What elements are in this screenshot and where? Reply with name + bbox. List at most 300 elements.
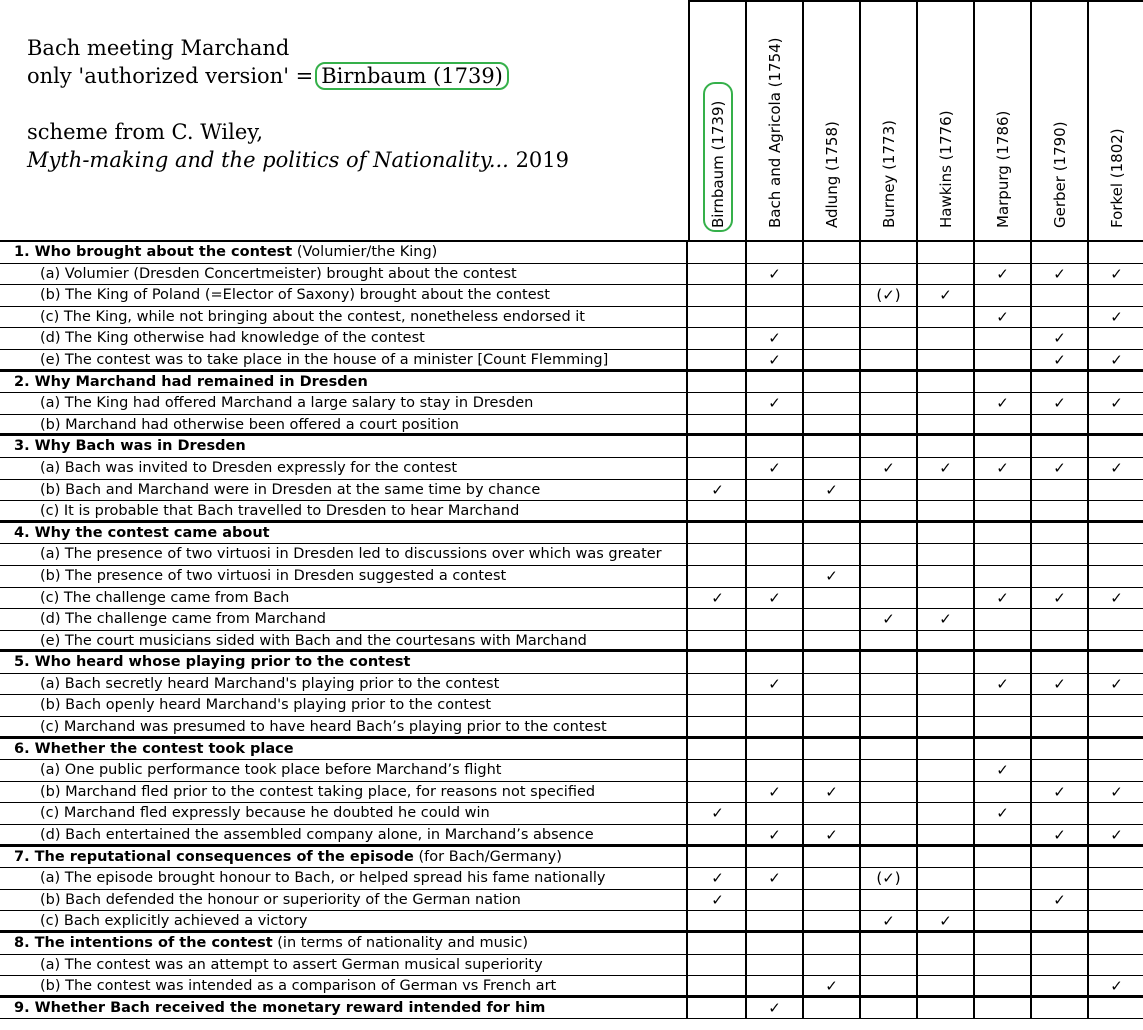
row-label: (b) Marchand fled prior to the contest taking place, for reasons not specified	[0, 782, 688, 803]
row-label: (a) The contest was an attempt to assert German musical superiority	[0, 955, 688, 976]
empty-cell	[747, 631, 804, 650]
empty-cell	[1089, 436, 1143, 457]
empty-cell	[747, 307, 804, 328]
empty-cell	[918, 803, 975, 824]
empty-cell	[918, 480, 975, 501]
section-heading	[0, 372, 688, 393]
empty-cell	[804, 717, 861, 736]
column-header-label: Burney (1773)	[879, 120, 898, 228]
empty-cell	[747, 372, 804, 393]
table-row	[0, 458, 1143, 480]
empty-cell	[747, 480, 804, 501]
section-heading	[0, 436, 688, 457]
empty-cell	[918, 588, 975, 609]
empty-cell	[804, 674, 861, 695]
check-mark-cell: ✓	[1089, 458, 1143, 479]
empty-cell	[690, 523, 747, 544]
empty-cell	[918, 674, 975, 695]
empty-cell	[1089, 847, 1143, 868]
check-mark-cell: ✓	[1032, 782, 1089, 803]
empty-cell	[861, 803, 918, 824]
empty-cell	[1032, 501, 1089, 520]
check-mark-cell: ✓	[975, 458, 1032, 479]
empty-cell	[747, 847, 804, 868]
empty-cell	[1032, 955, 1089, 976]
section-heading-row	[0, 372, 1143, 394]
empty-cell	[975, 976, 1032, 995]
empty-cell	[747, 695, 804, 716]
empty-cell	[861, 933, 918, 954]
section-title: 4. Why the contest came about	[14, 524, 270, 541]
empty-cell	[975, 739, 1032, 760]
section-title: 5. Who heard whose playing prior to the contest	[14, 654, 411, 671]
empty-cell	[918, 523, 975, 544]
empty-cell	[975, 242, 1032, 263]
check-mark-cell: ✓	[1032, 264, 1089, 285]
section-heading-row	[0, 933, 1143, 955]
empty-cell	[918, 307, 975, 328]
empty-cell	[804, 739, 861, 760]
empty-cell	[1089, 242, 1143, 263]
row-label: (d) Bach entertained the assembled company alone, in Marchand’s absence	[0, 825, 688, 844]
empty-cell	[975, 695, 1032, 716]
empty-cell	[861, 890, 918, 911]
row-label: (e) The contest was to take place in the house of a minister [Count Flemming]	[0, 350, 688, 369]
check-mark-cell: ✓	[747, 588, 804, 609]
empty-cell	[1032, 717, 1089, 736]
check-mark-cell: ✓	[861, 609, 918, 630]
empty-cell	[804, 264, 861, 285]
empty-cell	[1089, 501, 1143, 520]
row-label: (c) Marchand was presumed to have heard Bach’s playing prior to the contest	[0, 717, 688, 736]
empty-cell	[975, 652, 1032, 673]
check-mark-cell: ✓	[918, 285, 975, 306]
empty-cell	[975, 890, 1032, 911]
column-header	[1030, 2, 1087, 242]
empty-cell	[918, 544, 975, 565]
empty-cell	[804, 652, 861, 673]
empty-cell	[861, 955, 918, 976]
section-note: (in terms of nationality and music)	[272, 935, 529, 951]
table-row	[0, 415, 1143, 437]
empty-cell	[804, 372, 861, 393]
check-mark-cell: ✓	[975, 674, 1032, 695]
empty-cell	[804, 609, 861, 630]
empty-cell	[861, 847, 918, 868]
section-heading-row	[0, 998, 1143, 1020]
empty-cell	[1032, 523, 1089, 544]
column-header-label: Marpurg (1786)	[993, 110, 1012, 228]
table-row	[0, 825, 1143, 847]
empty-cell	[1032, 544, 1089, 565]
empty-cell	[1032, 436, 1089, 457]
check-mark-cell: ✓	[804, 825, 861, 844]
empty-cell	[747, 739, 804, 760]
section-heading-row	[0, 652, 1143, 674]
check-mark-cell: ✓	[1089, 782, 1143, 803]
empty-cell	[690, 328, 747, 349]
row-label: (c) The King, while not bringing about the contest, nonetheless endorsed it	[0, 307, 688, 328]
check-mark-cell: ✓	[1032, 588, 1089, 609]
empty-cell	[747, 609, 804, 630]
check-mark-cell: ✓	[1032, 350, 1089, 369]
empty-cell	[975, 436, 1032, 457]
table-row	[0, 264, 1143, 286]
row-label: (a) The King had offered Marchand a large salary to stay in Dresden	[0, 393, 688, 414]
empty-cell	[690, 436, 747, 457]
row-label: (c) It is probable that Bach travelled to Dresden to hear Marchand	[0, 501, 688, 520]
check-mark-cell: ✓	[1089, 307, 1143, 328]
empty-cell	[975, 350, 1032, 369]
column-header-label: Adlung (1758)	[822, 121, 841, 228]
empty-cell	[918, 566, 975, 587]
empty-cell	[861, 998, 918, 1019]
empty-cell	[975, 717, 1032, 736]
empty-cell	[1032, 739, 1089, 760]
empty-cell	[918, 847, 975, 868]
empty-cell	[804, 933, 861, 954]
table-row	[0, 890, 1143, 912]
check-mark-cell: ✓	[975, 760, 1032, 781]
header-authorized-line	[27, 62, 569, 90]
empty-cell	[1089, 868, 1143, 889]
empty-cell	[861, 523, 918, 544]
empty-cell	[861, 544, 918, 565]
empty-cell	[861, 242, 918, 263]
empty-cell	[918, 350, 975, 369]
empty-cell	[690, 739, 747, 760]
column-header	[745, 2, 802, 242]
empty-cell	[975, 415, 1032, 434]
section-heading	[0, 523, 688, 544]
empty-cell	[690, 674, 747, 695]
row-label: (a) Bach secretly heard Marchand's playing prior to the contest	[0, 674, 688, 695]
empty-cell	[1032, 285, 1089, 306]
empty-cell	[1032, 415, 1089, 434]
empty-cell	[804, 415, 861, 434]
empty-cell	[975, 285, 1032, 306]
row-label: (a) Bach was invited to Dresden expressly for the contest	[0, 458, 688, 479]
empty-cell	[690, 911, 747, 930]
empty-cell	[804, 307, 861, 328]
empty-cell	[1089, 739, 1143, 760]
row-label: (a) Volumier (Dresden Concertmeister) brought about the contest	[0, 264, 688, 285]
check-mark-cell: ✓	[747, 458, 804, 479]
empty-cell	[747, 890, 804, 911]
check-mark-cell: ✓	[861, 458, 918, 479]
column-header	[1087, 2, 1143, 242]
empty-cell	[690, 717, 747, 736]
empty-cell	[690, 955, 747, 976]
check-mark-cell: ✓	[747, 393, 804, 414]
empty-cell	[975, 998, 1032, 1019]
empty-cell	[861, 307, 918, 328]
empty-cell	[804, 955, 861, 976]
empty-cell	[690, 415, 747, 434]
empty-cell	[1032, 242, 1089, 263]
empty-cell	[918, 393, 975, 414]
section-heading	[0, 998, 688, 1019]
empty-cell	[975, 825, 1032, 844]
row-label: (b) Marchand had otherwise been offered a court position	[0, 415, 688, 434]
empty-cell	[747, 933, 804, 954]
empty-cell	[975, 955, 1032, 976]
empty-cell	[861, 652, 918, 673]
section-title: 6. Whether the contest took place	[14, 740, 294, 757]
empty-cell	[1089, 523, 1143, 544]
empty-cell	[975, 480, 1032, 501]
empty-cell	[861, 436, 918, 457]
empty-cell	[747, 415, 804, 434]
table-row	[0, 544, 1143, 566]
empty-cell	[690, 544, 747, 565]
section-note: (for Bach/Germany)	[413, 848, 562, 865]
empty-cell	[918, 998, 975, 1019]
empty-cell	[861, 760, 918, 781]
header-title: Bach meeting Marchand	[27, 36, 290, 60]
section-heading-row	[0, 436, 1143, 458]
check-mark-cell: ✓	[804, 782, 861, 803]
check-mark-cell: ✓	[747, 825, 804, 844]
table-row	[0, 631, 1143, 653]
row-label: (d) The King otherwise had knowledge of the contest	[0, 328, 688, 349]
empty-cell	[804, 544, 861, 565]
table-row	[0, 566, 1143, 588]
check-mark-cell: ✓	[1032, 393, 1089, 414]
empty-cell	[975, 933, 1032, 954]
check-mark-cell: ✓	[804, 976, 861, 995]
check-mark-cell: ✓	[747, 782, 804, 803]
empty-cell	[1089, 328, 1143, 349]
table-row	[0, 717, 1143, 739]
section-heading	[0, 739, 688, 760]
empty-cell	[804, 350, 861, 369]
empty-cell	[1032, 868, 1089, 889]
check-mark-cell: ✓	[975, 588, 1032, 609]
empty-cell	[804, 695, 861, 716]
empty-cell	[918, 782, 975, 803]
comparison-table	[0, 240, 1143, 1019]
empty-cell	[747, 501, 804, 520]
empty-cell	[747, 976, 804, 995]
empty-cell	[1089, 933, 1143, 954]
authorized-highlight: Birnbaum (1739)	[315, 62, 509, 90]
check-mark-cell: ✓	[690, 480, 747, 501]
table-row	[0, 695, 1143, 717]
empty-cell	[918, 631, 975, 650]
section-heading-row	[0, 523, 1143, 545]
birnbaum-highlight-box	[703, 82, 733, 232]
empty-cell	[690, 825, 747, 844]
table-row	[0, 328, 1143, 350]
check-mark-cell: ✓	[1089, 393, 1143, 414]
empty-cell	[975, 847, 1032, 868]
empty-cell	[690, 566, 747, 587]
empty-cell	[861, 480, 918, 501]
empty-cell	[1089, 803, 1143, 824]
empty-cell	[804, 523, 861, 544]
empty-cell	[918, 955, 975, 976]
row-label: (b) The King of Poland (=Elector of Saxony) brought about the contest	[0, 285, 688, 306]
table-row	[0, 588, 1143, 610]
table-row	[0, 501, 1143, 523]
empty-cell	[918, 976, 975, 995]
empty-cell	[804, 631, 861, 650]
empty-cell	[690, 609, 747, 630]
empty-cell	[1032, 652, 1089, 673]
row-label: (b) The presence of two virtuosi in Dresden suggested a contest	[0, 566, 688, 587]
empty-cell	[861, 695, 918, 716]
empty-cell	[804, 458, 861, 479]
empty-cell	[804, 588, 861, 609]
empty-cell	[1089, 566, 1143, 587]
row-label: (b) Bach openly heard Marchand's playing prior to the contest	[0, 695, 688, 716]
section-title: 9. Whether Bach received the monetary reward intended for him	[14, 999, 546, 1016]
empty-cell	[804, 847, 861, 868]
empty-cell	[690, 350, 747, 369]
check-mark-cell: ✓	[690, 890, 747, 911]
empty-cell	[747, 436, 804, 457]
check-mark-cell: ✓	[804, 480, 861, 501]
empty-cell	[975, 609, 1032, 630]
section-title: 8. The intentions of the contest	[14, 935, 273, 951]
empty-cell	[918, 739, 975, 760]
row-label: (b) Bach defended the honour or superiority of the German nation	[0, 890, 688, 911]
empty-cell	[861, 372, 918, 393]
empty-cell	[918, 328, 975, 349]
empty-cell	[918, 890, 975, 911]
empty-cell	[861, 631, 918, 650]
row-label: (a) The episode brought honour to Bach, or helped spread his fame nationally	[0, 868, 688, 889]
empty-cell	[804, 998, 861, 1019]
empty-cell	[918, 825, 975, 844]
empty-cell	[918, 933, 975, 954]
empty-cell	[918, 372, 975, 393]
table-row	[0, 782, 1143, 804]
section-title: 7. The reputational consequences of the episode	[14, 848, 414, 865]
row-label: (c) Bach explicitly achieved a victory	[0, 911, 688, 930]
source-line: scheme from C. Wiley,	[27, 120, 264, 144]
empty-cell	[918, 264, 975, 285]
check-mark-cell: (✓)	[861, 285, 918, 306]
empty-cell	[1032, 847, 1089, 868]
empty-cell	[804, 868, 861, 889]
empty-cell	[1089, 695, 1143, 716]
empty-cell	[975, 868, 1032, 889]
row-label: (e) The court musicians sided with Bach and the courtesans with Marchand	[0, 631, 688, 650]
empty-cell	[1032, 480, 1089, 501]
empty-cell	[861, 566, 918, 587]
empty-cell	[918, 501, 975, 520]
authorized-prefix: only 'authorized version' =	[27, 64, 314, 88]
section-title: 3. Why Bach was in Dresden	[14, 438, 246, 455]
empty-cell	[861, 674, 918, 695]
table-row	[0, 674, 1143, 696]
column-headers	[688, 0, 1143, 240]
row-label: (b) The contest was intended as a comparison of German vs French art	[0, 976, 688, 995]
empty-cell	[918, 436, 975, 457]
empty-cell	[861, 328, 918, 349]
empty-cell	[1032, 566, 1089, 587]
empty-cell	[690, 847, 747, 868]
section-heading	[0, 847, 688, 868]
empty-cell	[918, 415, 975, 434]
check-mark-cell: ✓	[747, 350, 804, 369]
empty-cell	[1089, 911, 1143, 930]
column-header	[802, 2, 859, 242]
check-mark-cell: ✓	[918, 609, 975, 630]
check-mark-cell: ✓	[1089, 674, 1143, 695]
empty-cell	[804, 436, 861, 457]
empty-cell	[1089, 955, 1143, 976]
empty-cell	[690, 307, 747, 328]
empty-cell	[690, 393, 747, 414]
empty-cell	[690, 933, 747, 954]
empty-cell	[747, 523, 804, 544]
column-header-label: Birnbaum (1739)	[708, 100, 727, 228]
column-header	[859, 2, 916, 242]
check-mark-cell: ✓	[861, 911, 918, 930]
empty-cell	[1032, 372, 1089, 393]
row-label: (d) The challenge came from Marchand	[0, 609, 688, 630]
check-mark-cell: ✓	[1032, 458, 1089, 479]
empty-cell	[1032, 695, 1089, 716]
empty-cell	[861, 825, 918, 844]
check-mark-cell: ✓	[1032, 825, 1089, 844]
empty-cell	[690, 998, 747, 1019]
table-row	[0, 350, 1143, 372]
empty-cell	[1089, 609, 1143, 630]
empty-cell	[690, 285, 747, 306]
section-note: (Volumier/the King)	[292, 244, 438, 260]
empty-cell	[747, 803, 804, 824]
empty-cell	[804, 328, 861, 349]
empty-cell	[804, 501, 861, 520]
empty-cell	[975, 782, 1032, 803]
source-citation	[27, 146, 569, 174]
check-mark-cell: ✓	[747, 674, 804, 695]
empty-cell	[861, 739, 918, 760]
empty-cell	[861, 588, 918, 609]
row-label: (a) The presence of two virtuosi in Dresden led to discussions over which was greater	[0, 544, 688, 565]
empty-cell	[690, 242, 747, 263]
column-header-label: Bach and Agricola (1754)	[765, 37, 784, 228]
check-mark-cell: ✓	[1089, 976, 1143, 995]
check-mark-cell: ✓	[918, 458, 975, 479]
row-label: (c) Marchand fled expressly because he doubted he could win	[0, 803, 688, 824]
empty-cell	[747, 760, 804, 781]
table-row	[0, 393, 1143, 415]
empty-cell	[747, 911, 804, 930]
empty-cell	[690, 652, 747, 673]
check-mark-cell: ✓	[1032, 328, 1089, 349]
empty-cell	[1089, 285, 1143, 306]
header-block	[27, 34, 569, 174]
empty-cell	[747, 955, 804, 976]
section-heading-row	[0, 739, 1143, 761]
empty-cell	[747, 717, 804, 736]
empty-cell	[690, 695, 747, 716]
section-heading-row	[0, 847, 1143, 869]
empty-cell	[690, 264, 747, 285]
empty-cell	[1032, 803, 1089, 824]
empty-cell	[690, 501, 747, 520]
empty-cell	[1089, 652, 1143, 673]
empty-cell	[804, 911, 861, 930]
check-mark-cell: ✓	[747, 328, 804, 349]
empty-cell	[690, 976, 747, 995]
empty-cell	[1032, 760, 1089, 781]
